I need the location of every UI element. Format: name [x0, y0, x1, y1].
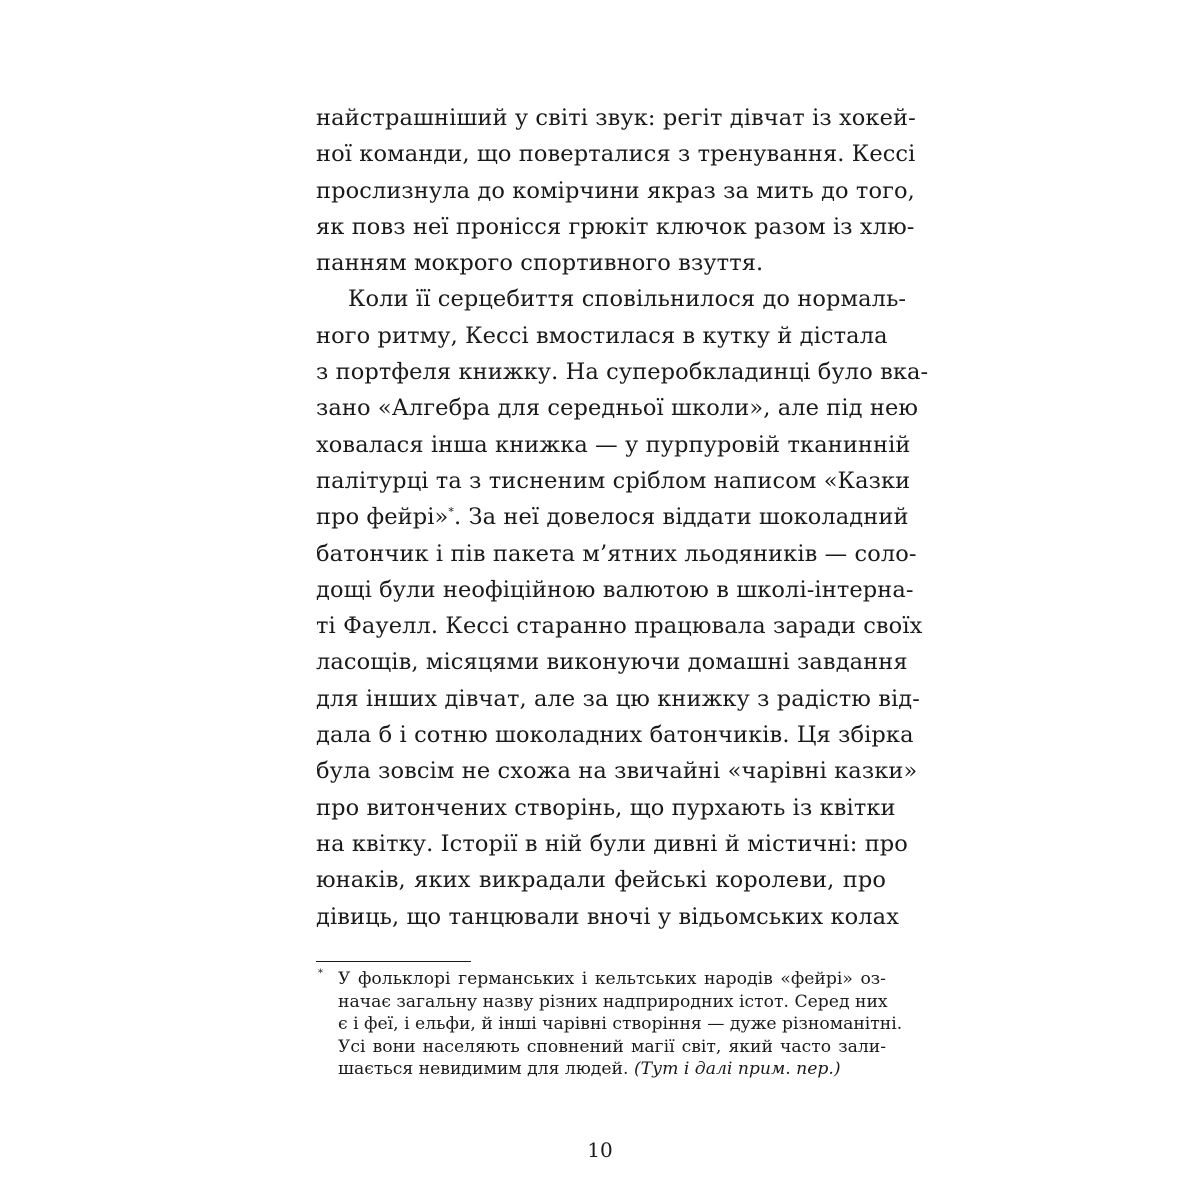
text-line: Коли її серцебиття сповільнилося до нормаль-	[348, 286, 907, 313]
after-marker: .	[454, 504, 462, 531]
text-line: палітурці та з тисненим сріблом написом «Казки	[316, 467, 911, 494]
text-line: найстрашніший у світі звук: регіт дівчат із хокей-	[316, 105, 916, 131]
page-number: 10	[587, 1138, 613, 1162]
text-line: для інших дівчат, але за цю книжку з радістю від-	[316, 685, 920, 712]
translator-note: (Тут і далі прим. пер.)	[633, 1059, 841, 1080]
footnote-body	[338, 968, 903, 1081]
text-line: юнаків, яких викрадали фейські королеви, про	[316, 867, 886, 894]
text-line: ної команди, що поверталися з тренування. Кессі	[316, 141, 916, 168]
footnote-marker[interactable]: *	[448, 505, 454, 519]
text-line	[316, 499, 909, 535]
footnote	[316, 968, 903, 1081]
text-line: ного ритму, Кессі вмостилася в кутку й дістала	[316, 322, 888, 349]
footnote-line-text: шається невидимим для людей.	[338, 1059, 629, 1080]
text-line: про витончених створінь, що пурхають із квітки	[316, 794, 896, 821]
text-line: батончик і пів пакета м’ятних льодяників — соло-	[316, 540, 917, 567]
text-line: як повз неї пронісся грюкіт ключок разом із хлю-	[316, 213, 915, 240]
footnote-line	[338, 1058, 886, 1081]
text-line: була зовсім не схожа на звичайні «чарівні казки»	[316, 758, 918, 785]
text-line: з портфеля книжку. На суперобкладинці було вка-	[316, 359, 929, 386]
text-line: зано «Алгебра для середньої школи», але під нею	[316, 395, 919, 422]
text-line: ховалася інша книжка — у пурпуровій тканинній	[316, 431, 911, 458]
footnote-line: У фольклорі германських і кельтських народів «фейрі» оз-	[338, 969, 886, 989]
text-line: ласощів, місяцями виконуючи домашні завдання	[316, 649, 908, 676]
footnote-line: начає загальну назву різних надприродних істот. Серед них	[338, 991, 888, 1012]
footnote-line: Усі вони населяють сповнений магії світ, який часто зали-	[338, 1036, 886, 1057]
main-text	[316, 100, 929, 935]
text-line: дощі були неофіційною валютою в школі-інтерна-	[316, 576, 914, 603]
text-line: дівиць, що танцювали вночі у відьомських колах	[316, 903, 899, 930]
line-start: про фейрі»	[316, 504, 449, 531]
text-line: панням мокрого спортивного взуття.	[316, 250, 764, 277]
footnote-star: *	[318, 968, 323, 979]
line-end: За неї довелося віддати шоколадний	[468, 504, 909, 531]
footnote-divider	[316, 961, 471, 962]
text-line: ті Фауелл. Кессі старанно працювала заради своїх	[316, 613, 923, 640]
text-line: прослизнула до комірчини якраз за мить до того,	[316, 177, 915, 204]
text-line: на квітку. Історії в ній були дивні й містичні: про	[316, 830, 908, 857]
footnote-line: є і феї, і ельфи, й інші чарівні створіння — дуже різноманітні.	[338, 1014, 903, 1035]
text-line: дала б і сотню шоколадних батончиків. Ця збірка	[316, 722, 914, 749]
